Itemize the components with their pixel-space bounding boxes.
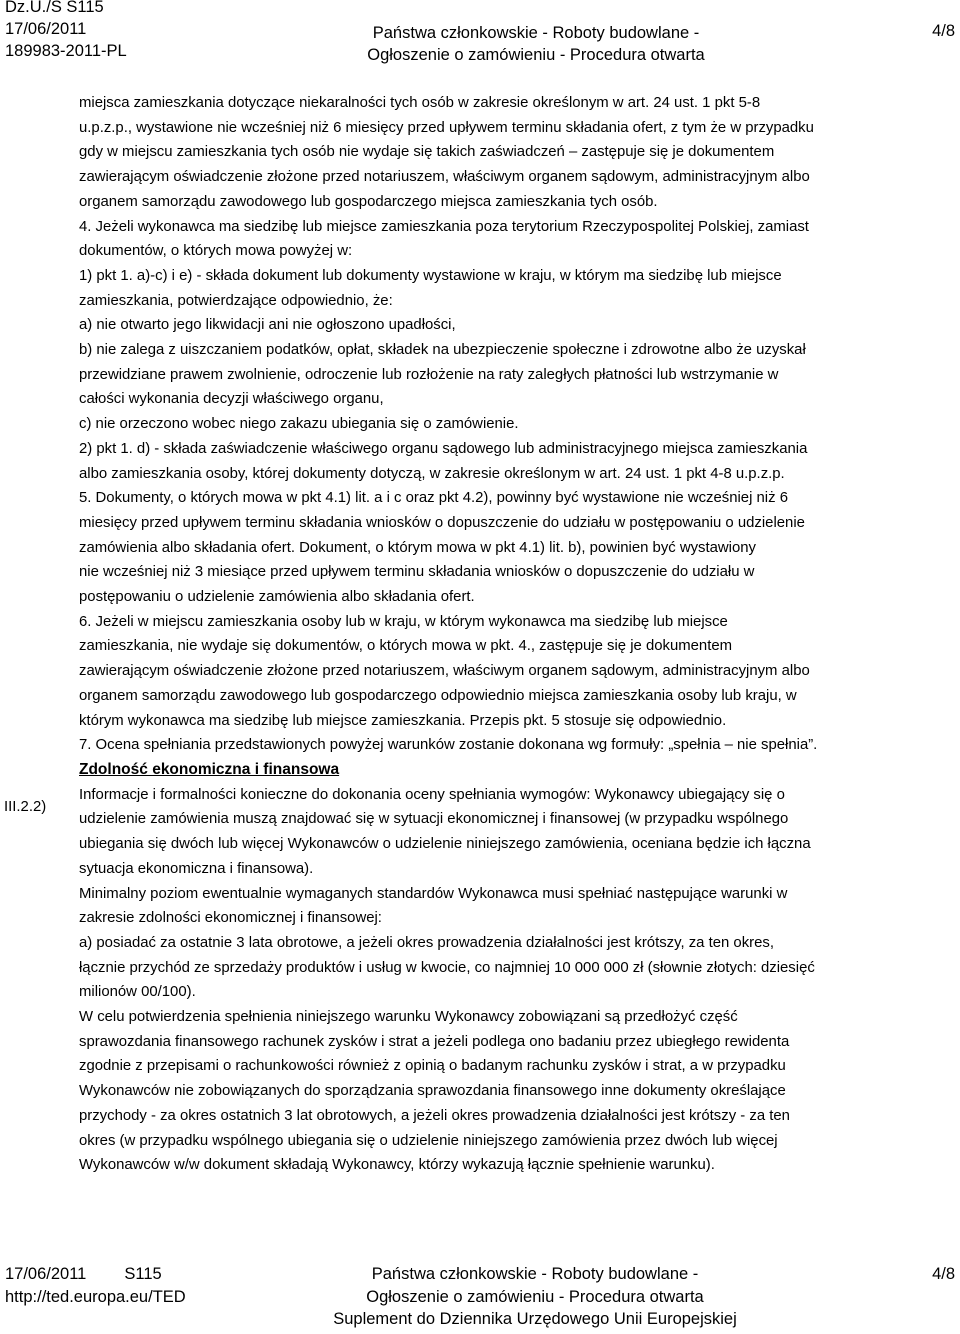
text-line: łącznie przychód ze sprzedaży produktów i usług w kwocie, co najmniej 10 000 000 zł (słownie złotych: dziesięć — [79, 959, 815, 976]
text-line: 6. Jeżeli w miejscu zamieszkania osoby lub w kraju, w którym wykonawca ma siedzibę lub miejsce — [79, 613, 728, 630]
text-line: c) nie orzeczono wobec niego zakazu ubiegania się o zamówienie. — [79, 416, 519, 433]
text-line: 2) pkt 1. d) - składa zaświadczenie właściwego organu sądowego lub administracyjnego miejsca zamieszkania — [79, 440, 808, 457]
footer-code: S115 — [124, 1265, 162, 1283]
text-line: b) nie zalega z uiszczaniem podatków, opłat, składek na ubezpieczenie społeczne i zdrowotne albo że uzyskał — [79, 342, 806, 359]
text-line: albo zamieszkania osoby, której dokumenty dotyczą, w zakresie określonym w art. 24 ust. 1 pkt 4-8 u.p.z.p. — [79, 465, 785, 482]
text-line: u.p.z.p., wystawione nie wcześniej niż 6 miesięcy przed upływem terminu składania ofert, z tym że w przypadku — [79, 119, 814, 136]
publication-date: 17/06/2011 — [5, 20, 87, 38]
journal-reference: Dz.U./S S115 — [5, 0, 104, 16]
text-line: 1) pkt 1. a)-c) i e) - składa dokument lub dokumenty wystawione w kraju, w którym ma siedzibę lub miejsce — [79, 267, 782, 284]
text-line: zgodnie z przepisami o rachunkowości również z opinią o badanym rachunku zysków i strat, a w przypadku — [79, 1058, 786, 1075]
text-line: którym wykonawca ma siedzibę lub miejsce zamieszkania. Przepis pkt. 5 stosuje się odpowiednio. — [79, 712, 727, 729]
text-line: sprawozdania finansowego rachunek zysków i strat a jeżeli podlega ono badaniu przez ubiegłego rewidenta — [79, 1033, 790, 1050]
text-line: miejsca zamieszkania dotyczące niekaralności tych osób w zakresie określonym w art. 24 ust. 1 pkt 5-8 — [79, 95, 761, 111]
section-heading: Zdolność ekonomiczna i finansowa — [79, 760, 340, 778]
text-line: zamieszkania, potwierdzające odpowiednio, że: — [79, 292, 393, 309]
text-line: milionów 00/100). — [79, 984, 196, 1001]
paragraph-block-before — [79, 91, 959, 758]
text-line: zawierającym oświadczenie złożone przed notariuszem, właściwym organem sądowym, administracyjnym albo — [79, 169, 810, 186]
text-line: całości wykonania decyzji właściwego organu, — [79, 391, 384, 408]
text-line: udzielenie zamówienia muszą znajdować się w sytuacji ekonomicznej i finansowej (w przypadku wspólnego — [79, 811, 789, 828]
section-label: III.2.2) — [4, 799, 47, 815]
text-line: Informacje i formalności konieczne do dokonania oceny spełniania wymogów: Wykonawcy ubiegający się o — [79, 786, 785, 803]
text-line: organem samorządu zawodowego lub gospodarczego odpowiednio miejsca zamieszkania osoby lub kraju, w — [79, 687, 797, 704]
text-line: W celu potwierdzenia spełnienia niniejszego warunku Wykonawcy zobowiązani są przedłożyć część — [79, 1009, 738, 1026]
text-line: 5. Dokumenty, o których mowa w pkt 4.1) lit. a i c oraz pkt 4.2), powinny być wystawione nie wcześniej niż 6 — [79, 490, 788, 507]
text-line: sytuacja ekonomiczna i finansowa). — [79, 860, 314, 877]
footer-date-code — [5, 1263, 186, 1286]
text-line: Minimalny poziom ewentualnie wymaganych standardów Wykonawca musi spełniać następujące warunki w — [79, 885, 788, 902]
text-line: 7. Ocena spełniania przedstawionych powyżej warunków zostanie dokonana wg formuły: „spełnia – nie spełnia”. — [79, 737, 818, 754]
text-line: zamieszkania, nie wydaje się dokumentów, o których mowa w pkt. 4., zastępuje się je dokumentem — [79, 638, 733, 655]
text-line: Wykonawców w/w dokument składają Wykonawcy, którzy wykazują łącznie spełnienie warunku). — [79, 1157, 715, 1174]
header-page-number: 4/8 — [932, 22, 955, 40]
text-line: a) posiadać za ostatnie 3 lata obrotowe, a jeżeli okres prowadzenia działalności jest krótszy, za ten okres, — [79, 934, 774, 951]
footer-left — [5, 1263, 186, 1308]
footer-title-line2: Ogłoszenie o zamówieniu - Procedura otwarta — [366, 1287, 704, 1306]
text-line: zamówienia albo składania ofert. Dokument, o którym mowa w pkt 4.1) lit. b), powinien być wystawiony — [79, 539, 756, 556]
footer-title-line3: Suplement do Dziennika Urzędowego Unii Europejskiej — [333, 1310, 737, 1328]
footer-url[interactable]: http://ted.europa.eu/TED — [5, 1287, 186, 1306]
text-line: zawierającym oświadczenie złożone przed notariuszem, właściwym organem sądowym, administracyjnym albo — [79, 663, 810, 680]
text-line: przychody - za okres ostatnich 3 lat obrotowych, a jeżeli okres prowadzenia działalności jest krótszy - za ten — [79, 1107, 790, 1124]
text-line: gdy w miejscu zamieszkania tych osób nie wydaje się takich zaświadczeń – zastępuje się je dokumentem — [79, 144, 775, 161]
footer-date: 17/06/2011 — [5, 1265, 87, 1283]
text-line: postępowaniu o udzielenie zamówienia albo składania ofert. — [79, 589, 475, 606]
text-line: organem samorządu zawodowego lub gospodarczego miejsca zamieszkania tych osób. — [79, 193, 658, 210]
text-line: ubiegania się dwóch lub więcej Wykonawców o udzielenie niniejszego zamówienia, oceniana będzie ich łączna — [79, 836, 811, 853]
header-title-line1: Państwa członkowskie - Roboty budowlane - — [372, 24, 700, 42]
header-left — [5, 0, 127, 62]
footer-title-line1: Państwa członkowskie - Roboty budowlane - — [371, 1265, 699, 1283]
document-body — [79, 91, 959, 1178]
text-line: miesięcy przed upływem terminu składania wniosków o dopuszczenie do udziału w postępowaniu o udzielenie — [79, 514, 805, 531]
notice-number: 189983-2011-PL — [5, 42, 127, 60]
text-line: dokumentów, o których mowa powyżej w: — [79, 243, 353, 260]
text-line: przewidziane prawem zwolnienie, odroczenie lub rozłożenie na raty zaległych płatności lub wstrzymanie w — [79, 366, 779, 383]
footer-page-number: 4/8 — [932, 1265, 955, 1283]
text-line: 4. Jeżeli wykonawca ma siedzibę lub miejsce zamieszkania poza terytorium Rzeczypospolitej Polskiej, zamiast — [79, 218, 809, 235]
header-center — [357, 22, 715, 66]
paragraph-block-after — [79, 783, 959, 1178]
text-line: Wykonawców nie zobowiązanych do sporządzania sprawozdania finansowego inne dokumenty określające — [79, 1083, 786, 1100]
text-line: okres (w przypadku wspólnego ubiegania się o udzielenie niniejszego zamówienia przez dwóch lub więcej — [79, 1132, 778, 1149]
footer-center — [300, 1263, 770, 1331]
text-line: nie wcześniej niż 3 miesiące przed upływem terminu składania wniosków o dopuszczenie do udziału w — [79, 564, 755, 581]
text-line: a) nie otwarto jego likwidacji ani nie ogłoszono upadłości, — [79, 317, 456, 334]
text-line: zakresie zdolności ekonomicznej i finansowej: — [79, 910, 382, 927]
header-title-line2: Ogłoszenie o zamówieniu - Procedura otwarta — [367, 46, 705, 64]
